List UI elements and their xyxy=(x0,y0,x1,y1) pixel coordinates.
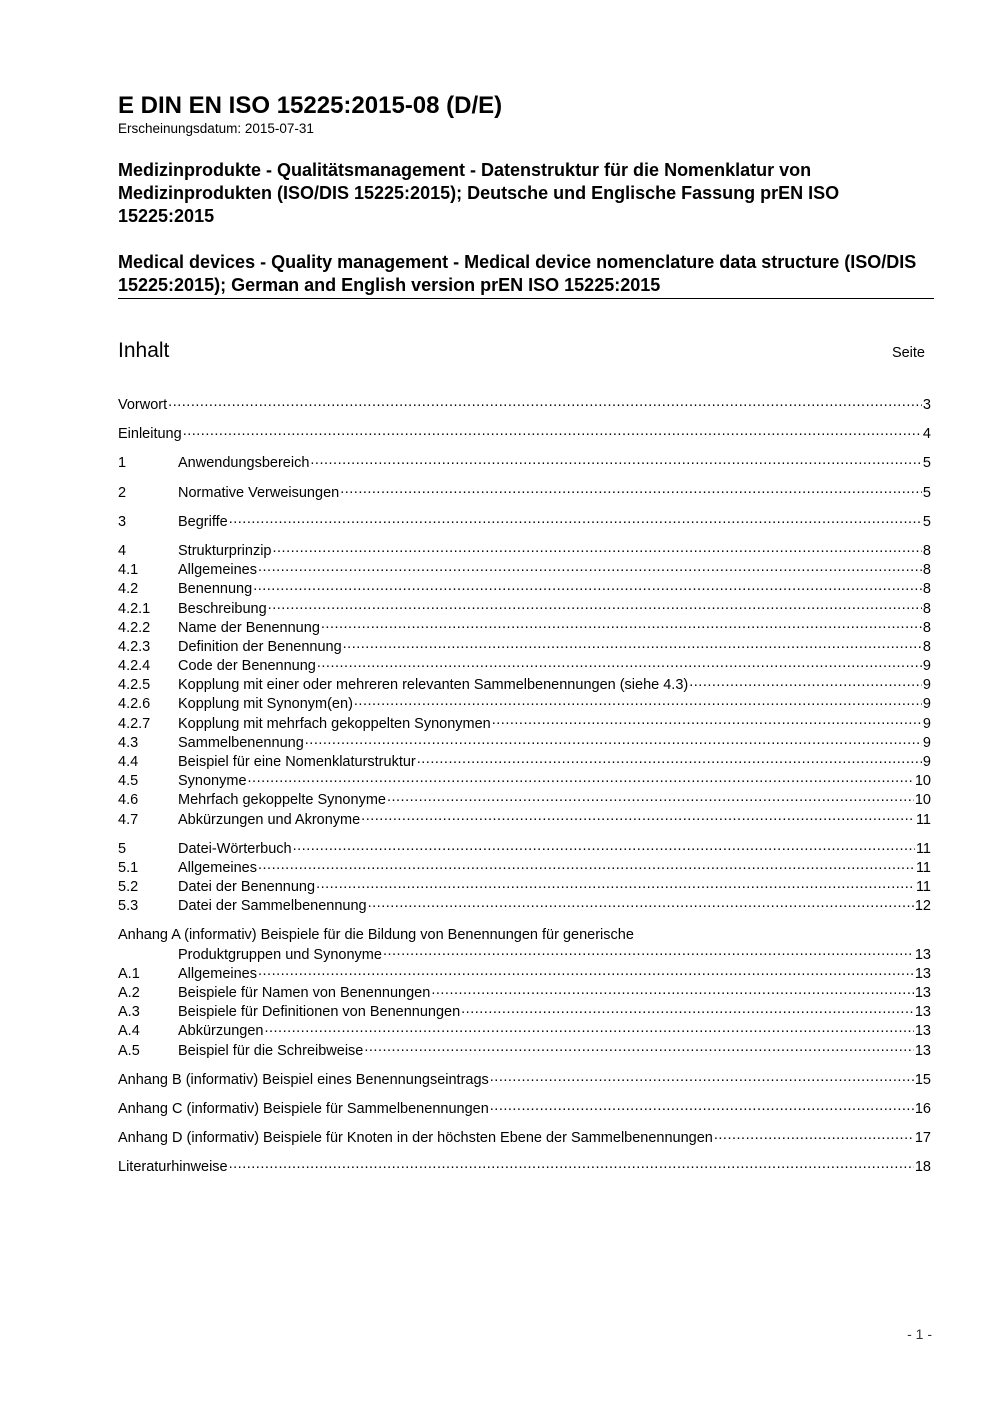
toc-entry[interactable] xyxy=(118,656,931,675)
toc-entry-title: Kopplung mit einer oder mehreren relevanten Sammelbenennungen (siehe 4.3) xyxy=(178,677,689,694)
toc-entry[interactable] xyxy=(118,1070,931,1089)
toc-leader-dots xyxy=(258,560,922,574)
toc-entry-title: Allgemeines xyxy=(178,562,257,579)
toc-entry[interactable] xyxy=(118,752,931,771)
toc-entry-page: 11 xyxy=(915,859,931,876)
toc-leader-dots xyxy=(490,1099,914,1113)
toc-entry-number: 4.2.7 xyxy=(118,715,151,732)
toc-entry-page: 11 xyxy=(915,840,931,857)
toc-entry[interactable] xyxy=(118,810,931,829)
title-english: Medical devices - Quality management - Medical device nomenclature data structure (ISO/DIS 15225:2015); German and English version prEN ISO 15225:2015 xyxy=(118,252,917,295)
toc-group xyxy=(118,395,931,414)
toc-entry-page: 4 xyxy=(922,426,931,443)
toc-entry-number: 4.7 xyxy=(118,811,139,828)
toc-entry-page: 8 xyxy=(922,619,931,636)
toc-entry[interactable] xyxy=(118,483,931,502)
page-number: - 1 - xyxy=(907,1326,932,1342)
toc-entry-page: 9 xyxy=(922,696,931,713)
toc-entry-number: 4.2 xyxy=(118,581,139,598)
toc-entry-page: 8 xyxy=(922,581,931,598)
toc-group xyxy=(118,1157,931,1176)
toc-entry-title: Beispiele für Namen von Benennungen xyxy=(178,985,431,1002)
toc-leader-dots xyxy=(383,945,914,959)
toc-leader-dots xyxy=(316,877,915,891)
toc-leader-dots xyxy=(364,1041,913,1055)
toc-entry-number: 4.6 xyxy=(118,792,139,809)
toc-group xyxy=(118,483,931,502)
toc-entry-title: Literaturhinweise xyxy=(118,1159,228,1176)
toc-entry-page: 8 xyxy=(922,562,931,579)
toc-leader-dots xyxy=(354,694,922,708)
toc-leader-dots xyxy=(417,752,922,766)
toc-entry-title: Anhang D (informativ) Beispiele für Knoten in der höchsten Ebene der Sammelbenennungen xyxy=(118,1130,713,1147)
toc-entry-page: 9 xyxy=(922,677,931,694)
table-of-contents xyxy=(118,395,931,1187)
toc-entry-title: Definition der Benennung xyxy=(178,638,342,655)
toc-entry-title: Normative Verweisungen xyxy=(178,484,340,501)
toc-entry[interactable] xyxy=(118,877,931,896)
toc-entry[interactable] xyxy=(118,714,931,733)
toc-entry-title: Allgemeines xyxy=(178,859,257,876)
toc-leader-dots xyxy=(340,483,922,497)
toc-entry[interactable] xyxy=(118,1002,931,1021)
toc-entry[interactable] xyxy=(118,1157,931,1176)
toc-leader-dots xyxy=(272,541,921,555)
toc-entry-title: Name der Benennung xyxy=(178,619,320,636)
toc-entry-number: 4.2.2 xyxy=(118,619,151,636)
toc-entry-page: 10 xyxy=(914,773,931,790)
toc-entry-title: Benennung xyxy=(178,581,253,598)
toc-entry-number: A.5 xyxy=(118,1042,140,1059)
toc-entry[interactable] xyxy=(118,1021,931,1040)
toc-entry-page: 11 xyxy=(915,879,931,896)
toc-entry[interactable] xyxy=(118,790,931,809)
toc-entry-title: Beispiel für die Schreibweise xyxy=(178,1042,364,1059)
toc-entry-page: 13 xyxy=(914,1023,931,1040)
toc-entry-number: 4.2.1 xyxy=(118,600,151,617)
toc-entry-number: 5.1 xyxy=(118,859,139,876)
toc-group xyxy=(118,512,931,531)
toc-entry-page: 16 xyxy=(914,1101,931,1117)
toc-entry-number: 4.4 xyxy=(118,754,139,770)
toc-leader-dots xyxy=(248,771,914,785)
toc-entry[interactable] xyxy=(118,983,931,1002)
toc-entry-heading[interactable] xyxy=(118,926,931,945)
toc-group xyxy=(118,424,931,443)
toc-entry-number: 4.3 xyxy=(118,734,139,751)
toc-leader-dots xyxy=(689,675,922,689)
toc-entry-page: 5 xyxy=(922,513,931,530)
toc-entry-title: Abkürzungen xyxy=(178,1023,264,1040)
toc-leader-dots xyxy=(321,618,922,632)
toc-entry-page: 9 xyxy=(922,734,931,751)
toc-group xyxy=(118,1128,931,1147)
toc-entry-page: 13 xyxy=(914,985,931,1002)
toc-leader-dots xyxy=(310,453,922,467)
toc-leader-dots xyxy=(317,656,922,670)
toc-entry-title: Allgemeines xyxy=(178,965,257,982)
toc-entry-page: 15 xyxy=(914,1071,931,1088)
toc-leader-dots xyxy=(264,1021,913,1035)
toc-entry-number: 5 xyxy=(118,840,127,857)
toc-entry-number: 4.2.5 xyxy=(118,677,151,694)
toc-entry[interactable] xyxy=(118,694,931,713)
toc-entry-number: 4.2.3 xyxy=(118,638,151,655)
toc-entry-title: Datei der Benennung xyxy=(178,879,316,896)
toc-entry[interactable] xyxy=(118,560,931,579)
toc-group xyxy=(118,541,931,829)
toc-entry-page: 8 xyxy=(922,600,931,617)
toc-entry[interactable] xyxy=(118,675,931,694)
toc-leader-dots xyxy=(431,983,914,997)
toc-entry[interactable] xyxy=(118,541,931,560)
toc-entry[interactable] xyxy=(118,512,931,531)
toc-entry-title: Anhang C (informativ) Beispiele für Sammelbenennungen xyxy=(118,1101,489,1117)
toc-entry-page: 9 xyxy=(922,715,931,732)
toc-entry-title: Anhang A (informativ) Beispiele für die Bildung von Benennungen für generische xyxy=(118,926,634,943)
toc-entry-title: Kopplung mit mehrfach gekoppelten Synonymen xyxy=(178,715,491,732)
toc-leader-dots xyxy=(229,1157,914,1171)
toc-leader-dots xyxy=(293,839,915,853)
toc-entry-page: 17 xyxy=(914,1130,931,1147)
toc-leader-dots xyxy=(714,1128,914,1142)
toc-entry-title-continuation: Produktgruppen und Synonyme xyxy=(178,946,382,963)
toc-group xyxy=(118,453,931,472)
toc-entry-title: Datei-Wörterbuch xyxy=(178,840,292,857)
toc-leader-dots xyxy=(253,579,922,593)
toc-group xyxy=(118,839,931,916)
toc-entry-title: Code der Benennung xyxy=(178,658,316,675)
toc-entry-title: Strukturprinzip xyxy=(178,542,272,559)
toc-entry[interactable] xyxy=(118,424,931,443)
toc-leader-dots xyxy=(490,1070,914,1084)
toc-leader-dots xyxy=(258,858,915,872)
toc-page-column-label: Seite xyxy=(891,345,925,361)
toc-entry-title: Beschreibung xyxy=(178,600,267,617)
toc-entry-page: 9 xyxy=(922,658,931,675)
toc-entry-number: 4.5 xyxy=(118,773,139,790)
toc-leader-dots xyxy=(168,395,922,409)
toc-entry[interactable] xyxy=(118,1099,931,1118)
toc-entry-page: 5 xyxy=(922,455,931,472)
toc-entry[interactable] xyxy=(118,945,931,964)
toc-entry[interactable] xyxy=(118,858,931,877)
title-divider xyxy=(118,298,934,299)
toc-leader-dots xyxy=(343,637,922,651)
toc-entry[interactable] xyxy=(118,964,931,983)
toc-heading: Inhalt xyxy=(118,339,170,362)
toc-entry-number: 1 xyxy=(118,455,127,472)
toc-leader-dots xyxy=(368,896,914,910)
toc-entry[interactable] xyxy=(118,839,931,858)
toc-entry-title: Anhang B (informativ) Beispiel eines Benennungseintrags xyxy=(118,1071,489,1088)
toc-entry-number: A.3 xyxy=(118,1004,140,1021)
toc-entry-page: 18 xyxy=(914,1159,931,1176)
toc-entry-page: 8 xyxy=(922,638,931,655)
toc-leader-dots xyxy=(461,1002,914,1016)
toc-entry[interactable] xyxy=(118,637,931,656)
toc-entry-title: Sammelbenennung xyxy=(178,734,304,751)
toc-entry-page: 5 xyxy=(922,484,931,501)
toc-entry-title: Vorwort xyxy=(118,397,168,413)
toc-entry[interactable] xyxy=(118,599,931,618)
toc-entry[interactable] xyxy=(118,618,931,637)
toc-entry-number: A.1 xyxy=(118,965,140,982)
toc-entry-page: 11 xyxy=(915,811,931,828)
toc-leader-dots xyxy=(387,790,914,804)
toc-entry-title: Synonyme xyxy=(178,773,247,790)
toc-leader-dots xyxy=(258,964,914,978)
document-number: E DIN EN ISO 15225:2015-08 (D/E) xyxy=(118,92,503,119)
publication-date: Erscheinungsdatum: 2015-07-31 xyxy=(118,121,314,136)
toc-entry[interactable] xyxy=(118,896,931,915)
toc-entry-number: 4.2.6 xyxy=(118,696,151,713)
toc-entry-page: 13 xyxy=(914,1042,931,1059)
toc-entry-page: 10 xyxy=(914,792,931,809)
toc-leader-dots xyxy=(183,424,922,438)
toc-entry-title: Beispiele für Definitionen von Benennungen xyxy=(178,1004,461,1021)
toc-leader-dots xyxy=(229,512,922,526)
toc-entry[interactable] xyxy=(118,579,931,598)
toc-leader-dots xyxy=(492,714,922,728)
toc-entry-number: 2 xyxy=(118,484,127,501)
toc-entry-page: 13 xyxy=(914,965,931,982)
toc-entry-number: A.2 xyxy=(118,985,140,1002)
toc-entry-title: Anwendungsbereich xyxy=(178,455,310,472)
toc-entry[interactable] xyxy=(118,395,931,414)
toc-entry-title: Einleitung xyxy=(118,426,182,443)
toc-entry-number: 4 xyxy=(118,542,127,559)
toc-entry-title: Datei der Sammelbenennung xyxy=(178,898,367,915)
toc-entry-page: 8 xyxy=(922,542,931,559)
title-german: Medizinprodukte - Qualitätsmanagement - Datenstruktur für die Nomenklatur von Medizinprodukten (ISO/DIS 15225:2015); Deutsche und Englische Fassung prEN ISO 15225:2015 xyxy=(118,160,840,226)
toc-entry-page: 12 xyxy=(914,898,931,915)
toc-group xyxy=(118,1099,931,1118)
toc-entry-number: A.4 xyxy=(118,1023,140,1040)
toc-entry-page: 13 xyxy=(914,946,931,963)
toc-entry-title: Abkürzungen und Akronyme xyxy=(178,811,361,828)
toc-entry-title: Begriffe xyxy=(178,513,228,530)
toc-entry-title: Beispiel für eine Nomenklaturstruktur xyxy=(178,754,416,770)
toc-entry-page: 3 xyxy=(922,397,931,413)
toc-entry[interactable] xyxy=(118,1041,931,1060)
toc-entry[interactable] xyxy=(118,771,931,790)
toc-group xyxy=(118,926,931,1060)
toc-entry-number: 4.2.4 xyxy=(118,658,151,675)
toc-entry-number: 5.2 xyxy=(118,879,139,896)
toc-entry[interactable] xyxy=(118,733,931,752)
toc-entry-page: 13 xyxy=(914,1004,931,1021)
toc-entry-number: 4.1 xyxy=(118,562,139,579)
toc-entry-number: 5.3 xyxy=(118,898,139,915)
toc-group xyxy=(118,1070,931,1089)
toc-entry-title: Mehrfach gekoppelte Synonyme xyxy=(178,792,386,809)
toc-entry[interactable] xyxy=(118,453,931,472)
toc-entry[interactable] xyxy=(118,1128,931,1147)
toc-entry-number: 3 xyxy=(118,513,127,530)
toc-entry-page: 9 xyxy=(922,754,931,770)
toc-entry-title: Kopplung mit Synonym(en) xyxy=(178,696,353,713)
toc-leader-dots xyxy=(361,810,915,824)
toc-leader-dots xyxy=(305,733,922,747)
toc-leader-dots xyxy=(268,599,922,613)
